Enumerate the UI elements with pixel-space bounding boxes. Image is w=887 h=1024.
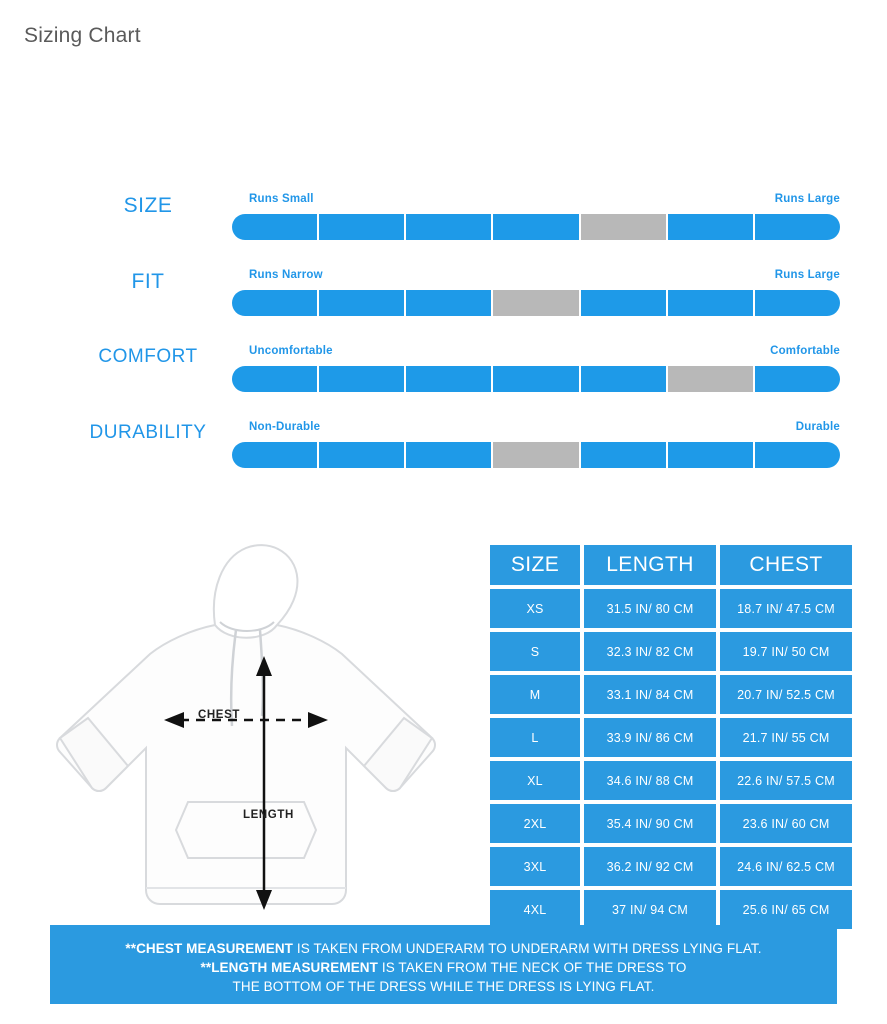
footnote-line-1-bold: **CHEST MEASUREMENT [125, 941, 294, 956]
rating-segment [493, 366, 580, 392]
cell-chest: 19.7 IN/ 50 CM [718, 630, 854, 673]
rating-segment [581, 366, 668, 392]
rating-segment [319, 442, 406, 468]
hoodie-illustration [40, 530, 470, 920]
page-title: Sizing Chart [24, 24, 141, 47]
measurement-footnote [50, 925, 837, 1004]
cell-length: 34.6 IN/ 88 CM [582, 759, 718, 802]
rating-segment [232, 290, 319, 316]
footnote-line-2-bold: **LENGTH MEASUREMENT [200, 960, 379, 975]
footnote-line-2 [50, 958, 837, 977]
rating-section [0, 180, 887, 484]
cell-chest: 21.7 IN/ 55 CM [718, 716, 854, 759]
rating-min-label-fit: Runs Narrow [249, 269, 323, 281]
table-header-length: LENGTH [582, 543, 718, 587]
rating-segment [319, 366, 406, 392]
rating-segment [319, 214, 406, 240]
rating-track-comfort [232, 366, 840, 392]
rating-segment-active [493, 442, 580, 468]
hoodie-dress-icon [40, 530, 470, 920]
rating-track-fit [232, 290, 840, 316]
cell-length: 35.4 IN/ 90 CM [582, 802, 718, 845]
rating-segment-active [668, 366, 755, 392]
cell-length: 33.9 IN/ 86 CM [582, 716, 718, 759]
rating-segment [755, 290, 840, 316]
rating-segment [406, 366, 493, 392]
table-row [488, 802, 854, 845]
cell-length: 32.3 IN/ 82 CM [582, 630, 718, 673]
table-row [488, 716, 854, 759]
cell-size: 2XL [488, 802, 582, 845]
rating-segment [668, 290, 755, 316]
cell-chest: 24.6 IN/ 62.5 CM [718, 845, 854, 888]
rating-row-fit [0, 256, 887, 332]
rating-row-size [0, 180, 887, 256]
rating-segment [668, 214, 755, 240]
rating-max-label-size: Runs Large [774, 193, 840, 205]
rating-segment-active [493, 290, 580, 316]
rating-label-durability: DURABILITY [89, 422, 207, 443]
cell-length: 33.1 IN/ 84 CM [582, 673, 718, 716]
rating-segment [319, 290, 406, 316]
length-measure-label: LENGTH [243, 809, 294, 821]
rating-min-label-comfort: Uncomfortable [249, 345, 333, 357]
footnote-line-3: THE BOTTOM OF THE DRESS WHILE THE DRESS IS LYING FLAT. [232, 979, 655, 994]
rating-segment [406, 214, 493, 240]
rating-segment [755, 366, 840, 392]
cell-size: 3XL [488, 845, 582, 888]
cell-chest: 22.6 IN/ 57.5 CM [718, 759, 854, 802]
rating-segment [232, 442, 319, 468]
rating-row-durability [0, 408, 887, 484]
table-row [488, 673, 854, 716]
chest-measure-label: CHEST [198, 709, 240, 721]
rating-row-comfort [0, 332, 887, 408]
footnote-line-2-rest: IS TAKEN FROM THE NECK OF THE DRESS TO [378, 960, 687, 975]
rating-min-label-durability: Non-Durable [249, 421, 321, 433]
cell-size: L [488, 716, 582, 759]
rating-max-label-fit: Runs Large [774, 269, 840, 281]
cell-size: XL [488, 759, 582, 802]
cell-length: 31.5 IN/ 80 CM [582, 587, 718, 630]
rating-segment [406, 442, 493, 468]
cell-length: 36.2 IN/ 92 CM [582, 845, 718, 888]
rating-max-label-comfort: Comfortable [770, 345, 840, 357]
size-table [488, 543, 854, 931]
rating-segment [232, 366, 319, 392]
table-row [488, 630, 854, 673]
cell-length: 37 IN/ 94 CM [582, 888, 718, 931]
footnote-line-1-rest: IS TAKEN FROM UNDERARM TO UNDERARM WITH DRESS LYING FLAT. [293, 941, 762, 956]
rating-label-fit: FIT [131, 270, 165, 293]
table-row [488, 845, 854, 888]
rating-segment [755, 214, 840, 240]
rating-min-label-size: Runs Small [249, 193, 314, 205]
cell-size: XS [488, 587, 582, 630]
rating-segment [232, 214, 319, 240]
rating-segment-active [581, 214, 668, 240]
table-header-row [488, 543, 854, 587]
rating-label-comfort: COMFORT [98, 346, 198, 367]
rating-segment [581, 290, 668, 316]
rating-max-label-durability: Durable [795, 421, 840, 433]
cell-chest: 18.7 IN/ 47.5 CM [718, 587, 854, 630]
table-row [488, 759, 854, 802]
rating-track-durability [232, 442, 840, 468]
cell-chest: 25.6 IN/ 65 CM [718, 888, 854, 931]
footnote-line-1 [50, 939, 837, 958]
rating-segment [493, 214, 580, 240]
rating-segment [668, 442, 755, 468]
table-row [488, 587, 854, 630]
table-header-chest: CHEST [718, 543, 854, 587]
table-header-size: SIZE [488, 543, 582, 587]
rating-segment [406, 290, 493, 316]
cell-size: 4XL [488, 888, 582, 931]
cell-chest: 23.6 IN/ 60 CM [718, 802, 854, 845]
cell-size: M [488, 673, 582, 716]
cell-size: S [488, 630, 582, 673]
rating-track-size [232, 214, 840, 240]
rating-segment [581, 442, 668, 468]
rating-segment [755, 442, 840, 468]
rating-label-size: SIZE [123, 194, 173, 217]
cell-chest: 20.7 IN/ 52.5 CM [718, 673, 854, 716]
